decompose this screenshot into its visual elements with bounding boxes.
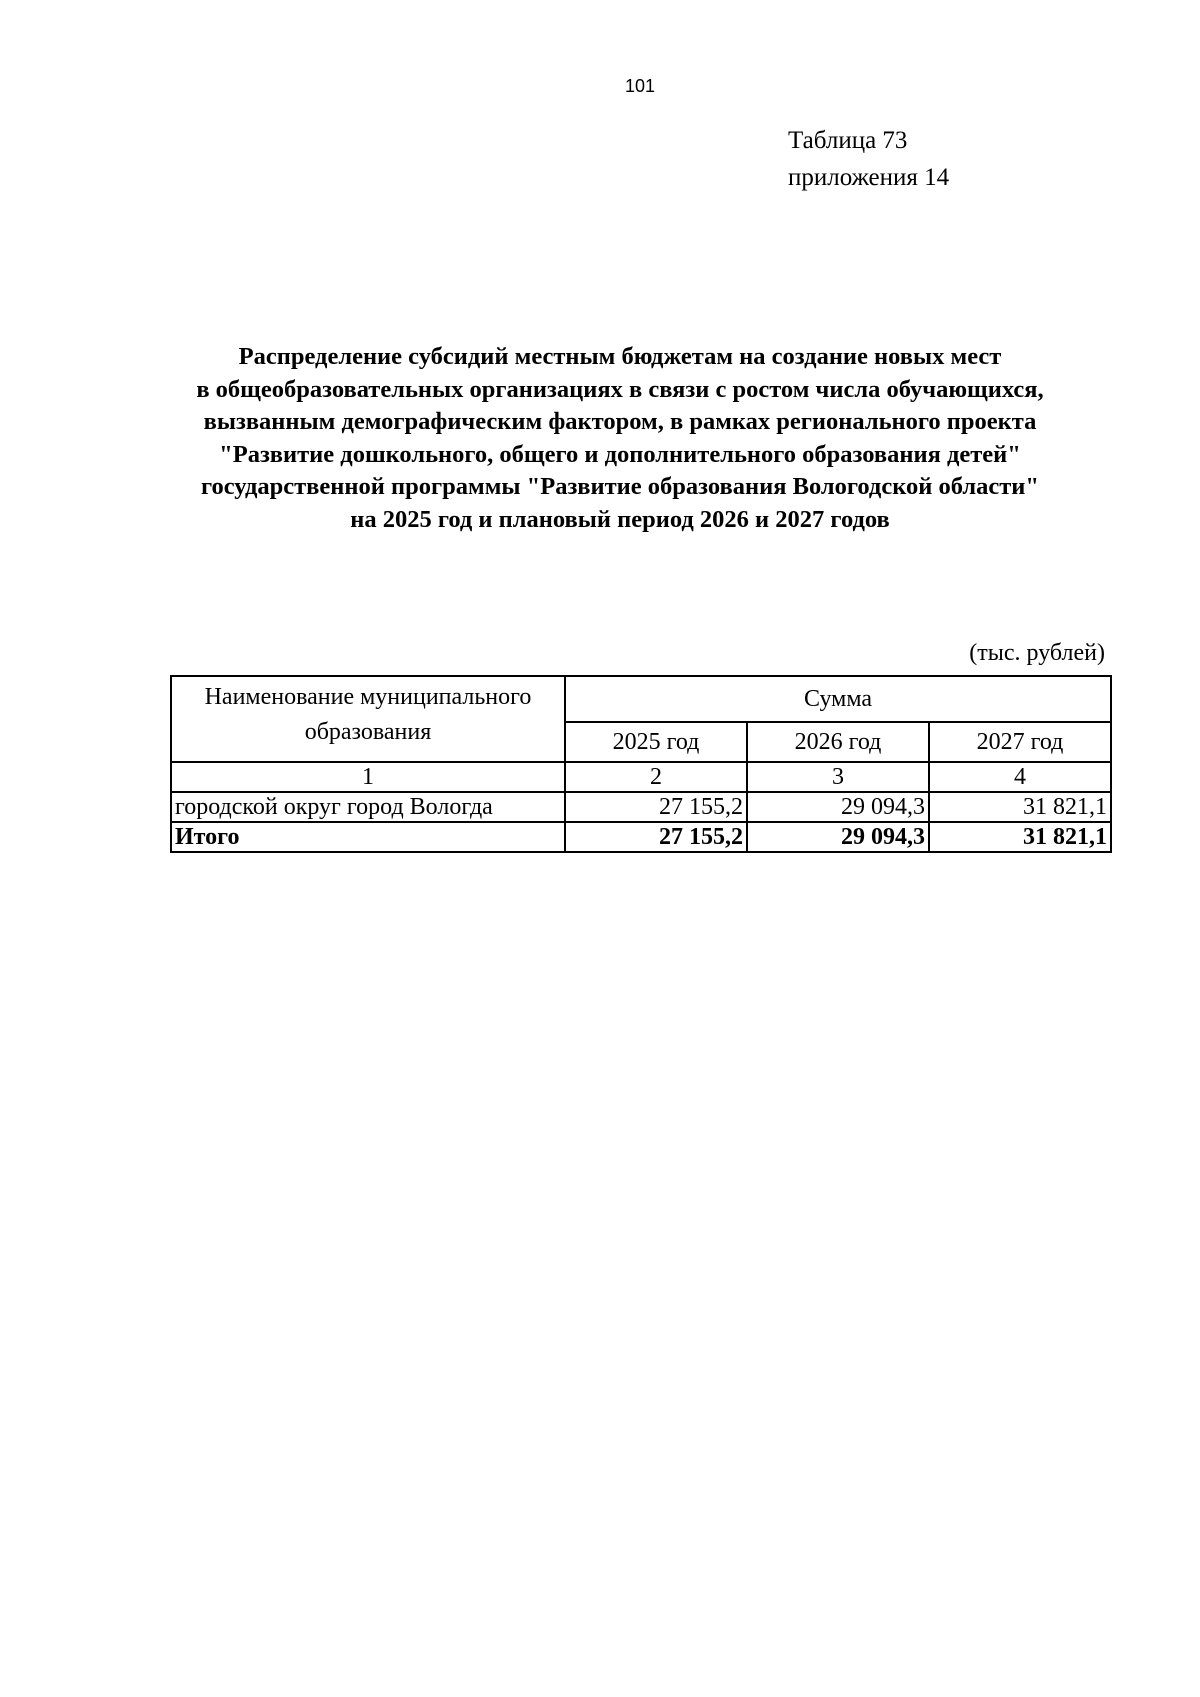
page-number: 101 [624,76,656,96]
header-municipality-name: Наименование муниципального образования [171,676,565,762]
value-2025: 27 155,2 [565,792,747,822]
header-year-2025: 2025 год [565,722,747,762]
column-number-row [171,762,1111,792]
column-number: 3 [747,762,929,792]
value-2027: 31 821,1 [929,792,1111,822]
header-sum: Сумма [565,676,1111,722]
header-year-2026: 2026 год [747,722,929,762]
title-line: Распределение субсидий местным бюджетам на создание новых мест [238,343,1002,370]
table-header-row [171,676,1111,722]
title-line: вызванным демографическим фактором, в рамках регионального проекта [203,408,1037,435]
value-2026: 29 094,3 [747,792,929,822]
total-label: Итого [171,822,565,852]
total-2026: 29 094,3 [747,822,929,852]
column-number: 2 [565,762,747,792]
total-2027: 31 821,1 [929,822,1111,852]
table-row [171,792,1111,822]
header-year-2027: 2027 год [929,722,1111,762]
table-reference [788,122,949,196]
column-number: 4 [929,762,1111,792]
document-title [120,341,1120,536]
table-reference-line-1: Таблица 73 [788,127,908,154]
units-label: (тыс. рублей) [969,640,1105,666]
title-line: на 2025 год и плановый период 2026 и 2027 годов [350,505,890,533]
title-line: государственной программы "Развитие образования Вологодской области" [200,473,1039,500]
subsidy-table [170,675,1112,853]
municipality-name: городской округ город Вологда [171,792,565,822]
title-line: "Развитие дошкольного, общего и дополнительного образования детей" [219,440,1021,468]
total-2025: 27 155,2 [565,822,747,852]
table-reference-line-2: приложения 14 [788,164,950,191]
column-number: 1 [171,762,565,792]
title-line: в общеобразовательных организациях в связи с ростом числа обучающихся, [196,375,1044,403]
total-row [171,822,1111,852]
